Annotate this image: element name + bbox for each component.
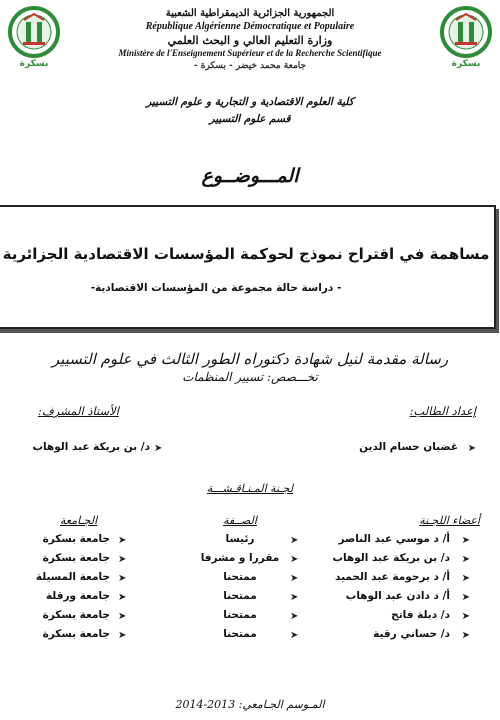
role-arrow-icon: ➤ [290,611,299,622]
committee-col-members: أعضاء اللجـنة [419,514,480,527]
member-arrow-icon: ➤ [461,535,470,546]
member-arrow-icon: ➤ [461,630,470,641]
member-arrow-icon: ➤ [461,573,470,584]
member-role: مقررا و مشرفا [200,552,280,564]
member-university: جامعة بسكرة [42,552,110,564]
supervisor-arrow-icon: ➤ [154,443,163,454]
member-role: ممتحنا [223,571,257,583]
university-arrow-icon: ➤ [118,630,127,641]
committee-col-university: الجـامعة [60,514,98,527]
role-arrow-icon: ➤ [290,535,299,546]
member-name: أ/ د دادن عبد الوهاب [345,590,450,602]
member-university: جامعة المسيلة [35,571,110,583]
thesis-title-box [0,205,496,329]
faculty-name: كلية العلوم الاقتصادية و التجارية و علوم التسيير [146,96,354,108]
academic-year: المـوسم الجـامعي: 2013-2014 [175,698,325,711]
member-university: جامعة بسكرة [42,628,110,640]
member-name: أ/ د موسي عبد الناصر [338,533,450,545]
thesis-title: مساهمة في اقتراح نموذج لحوكمة المؤسسات الاقتصادية الجزائرية [2,245,490,263]
supervisor-name: د/ بن بريكة عبد الوهاب [32,441,150,453]
member-university: جامعة بسكرة [42,609,110,621]
member-role: ممتحنا [223,609,257,621]
student-arrow-icon: ➤ [467,443,476,454]
supervisor-label: الأستاذ المشرف: [38,404,119,418]
committee-heading: لجـنة المـنـاقـشـــة [206,482,294,495]
header-ministry-fr: Ministère de l'Enseignement Supérieur et de la Recherche Scientifique [118,48,382,58]
header-republic-fr: République Algérienne Démocratique et Populaire [145,21,355,32]
committee-col-role: الصــفة [223,514,257,527]
student-name: غضبان حسام الدين [359,441,458,453]
role-arrow-icon: ➤ [290,592,299,603]
member-arrow-icon: ➤ [461,554,470,565]
member-university: جامعة ورقلة [45,590,110,602]
subject-heading: المـــوضــوع [201,165,299,187]
role-arrow-icon: ➤ [290,554,299,565]
role-arrow-icon: ➤ [290,630,299,641]
member-name: أ/ د برحومة عبد الحميد [335,571,450,583]
member-arrow-icon: ➤ [461,592,470,603]
university-arrow-icon: ➤ [118,573,127,584]
university-arrow-icon: ➤ [118,554,127,565]
university-arrow-icon: ➤ [118,592,127,603]
thesis-description: رسالة مقدمة لنيل شهادة دكتوراه الطور الثالث في علوم التسيير [51,350,449,368]
member-role: ممتحنا [223,590,257,602]
role-arrow-icon: ➤ [290,573,299,584]
logo-caption-right: بسكرة [451,59,481,69]
university-arrow-icon: ➤ [118,611,127,622]
university-arrow-icon: ➤ [118,535,127,546]
member-arrow-icon: ➤ [461,611,470,622]
member-name: د/ حساني رقية [373,628,450,640]
thesis-specialty: تخـــصص: تسيير المنظمات [182,370,318,384]
member-name: د/ بن بريكة عبد الوهاب [332,552,450,564]
logo-caption-left: بسكرة [19,59,49,69]
header-university-ar: جامعة محمد خيضر - بسكرة - [193,61,307,71]
member-name: د/ دبلة فاتح [391,609,450,621]
department-name: قسم علوم التسيير [209,113,291,125]
thesis-subtitle: - دراسة حالة مجموعة من المؤسسات الاقتصادية- [90,282,342,294]
member-role: ممتحنا [223,628,257,640]
member-role: رئيسا [225,533,255,545]
header-republic-ar: الجمهورية الجزائرية الديمقراطية الشعبية [165,8,335,19]
header-ministry-ar: وزارة التعليم العالي و البحث العلمي [167,34,333,47]
student-label: إعداد الطالب: [409,404,476,418]
member-university: جامعة بسكرة [42,533,110,545]
